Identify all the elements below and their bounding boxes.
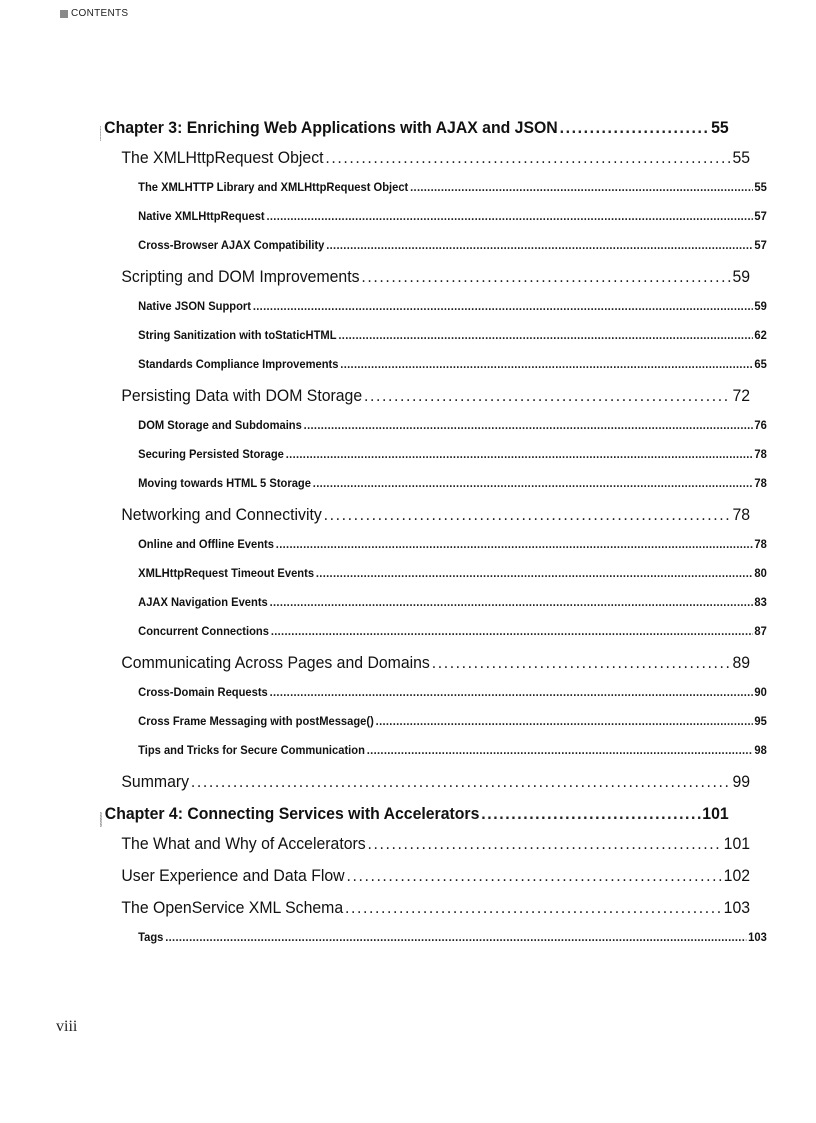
dot-leader bbox=[270, 595, 753, 609]
toc-entry-page: 89 bbox=[732, 653, 751, 672]
toc-entry-title: Moving towards HTML 5 Storage bbox=[138, 476, 311, 490]
dot-leader bbox=[271, 624, 753, 638]
dot-leader bbox=[368, 834, 722, 854]
toc-entry-title: The XMLHttpRequest Object bbox=[121, 148, 324, 167]
toc-subsection-entry[interactable] bbox=[100, 685, 767, 714]
page-number: viii bbox=[56, 1018, 78, 1035]
toc-entry-title: DOM Storage and Subdomains bbox=[138, 418, 302, 432]
toc-subsection-entry[interactable] bbox=[100, 930, 767, 959]
toc-entry-title: Securing Persisted Storage bbox=[138, 447, 284, 461]
toc-entry-page: 103 bbox=[723, 898, 751, 917]
toc-entry-page: 98 bbox=[754, 743, 767, 757]
toc-subsection-entry[interactable] bbox=[100, 418, 767, 447]
toc-chapter-entry[interactable] bbox=[100, 804, 729, 834]
toc-subsection-entry[interactable] bbox=[100, 743, 767, 772]
dot-leader bbox=[276, 537, 753, 551]
toc-entry-title: Tips and Tricks for Secure Communication bbox=[138, 743, 365, 757]
toc-entry-page: 103 bbox=[748, 930, 767, 944]
toc-section-entry[interactable] bbox=[100, 834, 750, 866]
dot-leader bbox=[326, 238, 752, 252]
toc-entry-page: 95 bbox=[754, 714, 767, 728]
toc-subsection-entry[interactable] bbox=[100, 595, 767, 624]
dot-leader bbox=[191, 772, 731, 792]
toc-subsection-entry[interactable] bbox=[100, 299, 767, 328]
toc-entry-page: 55 bbox=[732, 148, 751, 167]
chapter-marker-icon bbox=[100, 812, 102, 827]
toc-subsection-entry[interactable] bbox=[100, 209, 767, 238]
toc-section-entry[interactable] bbox=[100, 148, 750, 180]
running-header bbox=[60, 8, 128, 19]
dot-leader bbox=[316, 566, 753, 580]
dot-leader bbox=[165, 930, 746, 944]
dot-leader bbox=[376, 714, 753, 728]
toc-entry-title: Chapter 4: Connecting Services with Accelerators bbox=[104, 804, 480, 823]
toc-entry-title: XMLHttpRequest Timeout Events bbox=[138, 566, 315, 580]
toc-entry-title: Networking and Connectivity bbox=[121, 505, 322, 524]
toc-section-entry[interactable] bbox=[100, 866, 750, 898]
toc-entry-page: 78 bbox=[754, 476, 767, 490]
dot-leader bbox=[346, 866, 721, 886]
dot-leader bbox=[410, 180, 752, 194]
toc-entry-page: 55 bbox=[711, 118, 729, 137]
toc-entry-title: Concurrent Connections bbox=[138, 624, 269, 638]
dot-leader bbox=[266, 209, 752, 223]
toc-subsection-entry[interactable] bbox=[100, 447, 767, 476]
toc-entry-page: 62 bbox=[754, 328, 767, 342]
toc-subsection-entry[interactable] bbox=[100, 566, 767, 595]
toc-subsection-entry[interactable] bbox=[100, 624, 767, 653]
toc-subsection-entry[interactable] bbox=[100, 537, 767, 566]
dot-leader bbox=[481, 804, 700, 824]
toc-section-entry[interactable] bbox=[100, 653, 750, 685]
chapter-marker-icon bbox=[100, 126, 101, 141]
toc-entry-page: 59 bbox=[732, 267, 751, 286]
toc-entry-page: 65 bbox=[754, 357, 767, 371]
dot-leader bbox=[364, 386, 731, 406]
toc-entry-page: 55 bbox=[754, 180, 767, 194]
header-label: CONTENTS bbox=[71, 8, 129, 19]
dot-leader bbox=[432, 653, 731, 673]
toc-subsection-entry[interactable] bbox=[100, 476, 767, 505]
dot-leader bbox=[340, 357, 752, 371]
toc-entry-title: Standards Compliance Improvements bbox=[138, 357, 339, 371]
toc-entry-title: Cross-Domain Requests bbox=[138, 685, 268, 699]
toc-section-entry[interactable] bbox=[100, 505, 750, 537]
toc-section-entry[interactable] bbox=[100, 898, 750, 930]
toc-entry-title: String Sanitization with toStaticHTML bbox=[138, 328, 337, 342]
toc-entry-title: Online and Offline Events bbox=[138, 537, 274, 551]
toc-entry-page: 78 bbox=[732, 505, 751, 524]
header-square-icon bbox=[60, 10, 68, 18]
toc-entry-title: The OpenService XML Schema bbox=[121, 898, 344, 917]
toc-entry-title: The XMLHTTP Library and XMLHttpRequest Object bbox=[138, 180, 409, 194]
dot-leader bbox=[338, 328, 752, 342]
toc-subsection-entry[interactable] bbox=[100, 180, 767, 209]
dot-leader bbox=[367, 743, 753, 757]
dot-leader bbox=[286, 447, 753, 461]
dot-leader bbox=[253, 299, 753, 313]
table-of-contents bbox=[100, 118, 767, 959]
toc-entry-title: Scripting and DOM Improvements bbox=[121, 267, 360, 286]
dot-leader bbox=[345, 898, 722, 918]
dot-leader bbox=[270, 685, 753, 699]
toc-entry-page: 57 bbox=[754, 238, 767, 252]
toc-section-entry[interactable] bbox=[100, 772, 750, 804]
toc-entry-title: Cross Frame Messaging with postMessage() bbox=[138, 714, 374, 728]
toc-entry-page: 76 bbox=[754, 418, 767, 432]
toc-section-entry[interactable] bbox=[100, 267, 750, 299]
toc-entry-title: Cross-Browser AJAX Compatibility bbox=[138, 238, 325, 252]
toc-section-entry[interactable] bbox=[100, 386, 750, 418]
dot-leader bbox=[304, 418, 753, 432]
toc-entry-title: Persisting Data with DOM Storage bbox=[121, 386, 363, 405]
toc-entry-page: 102 bbox=[723, 866, 751, 885]
toc-entry-title: Summary bbox=[121, 772, 190, 791]
dot-leader bbox=[325, 148, 730, 168]
dot-leader bbox=[313, 476, 753, 490]
toc-entry-page: 101 bbox=[723, 834, 751, 853]
toc-entry-page: 99 bbox=[732, 772, 751, 791]
toc-subsection-entry[interactable] bbox=[100, 357, 767, 386]
dot-leader bbox=[324, 505, 731, 525]
toc-entry-title: AJAX Navigation Events bbox=[138, 595, 268, 609]
toc-entry-title: Native XMLHttpRequest bbox=[138, 209, 265, 223]
toc-entry-title: User Experience and Data Flow bbox=[121, 866, 345, 885]
toc-entry-title: Tags bbox=[138, 930, 164, 944]
toc-subsection-entry[interactable] bbox=[100, 328, 767, 357]
toc-entry-page: 80 bbox=[754, 566, 767, 580]
toc-entry-page: 78 bbox=[754, 537, 767, 551]
toc-subsection-entry[interactable] bbox=[100, 714, 767, 743]
toc-chapter-entry[interactable] bbox=[100, 118, 729, 148]
toc-entry-page: 101 bbox=[702, 804, 729, 823]
toc-entry-title: The What and Why of Accelerators bbox=[121, 834, 366, 853]
toc-entry-page: 57 bbox=[754, 209, 767, 223]
toc-entry-page: 72 bbox=[732, 386, 751, 405]
toc-entry-title: Communicating Across Pages and Domains bbox=[121, 653, 430, 672]
toc-entry-title: Chapter 3: Enriching Web Applications with AJAX and JSON bbox=[104, 118, 558, 137]
dot-leader bbox=[361, 267, 730, 287]
toc-entry-page: 87 bbox=[754, 624, 767, 638]
dot-leader bbox=[560, 118, 710, 138]
toc-subsection-entry[interactable] bbox=[100, 238, 767, 267]
toc-entry-page: 90 bbox=[754, 685, 767, 699]
toc-entry-page: 59 bbox=[754, 299, 767, 313]
toc-entry-page: 83 bbox=[754, 595, 767, 609]
toc-entry-page: 78 bbox=[754, 447, 767, 461]
toc-entry-title: Native JSON Support bbox=[138, 299, 251, 313]
